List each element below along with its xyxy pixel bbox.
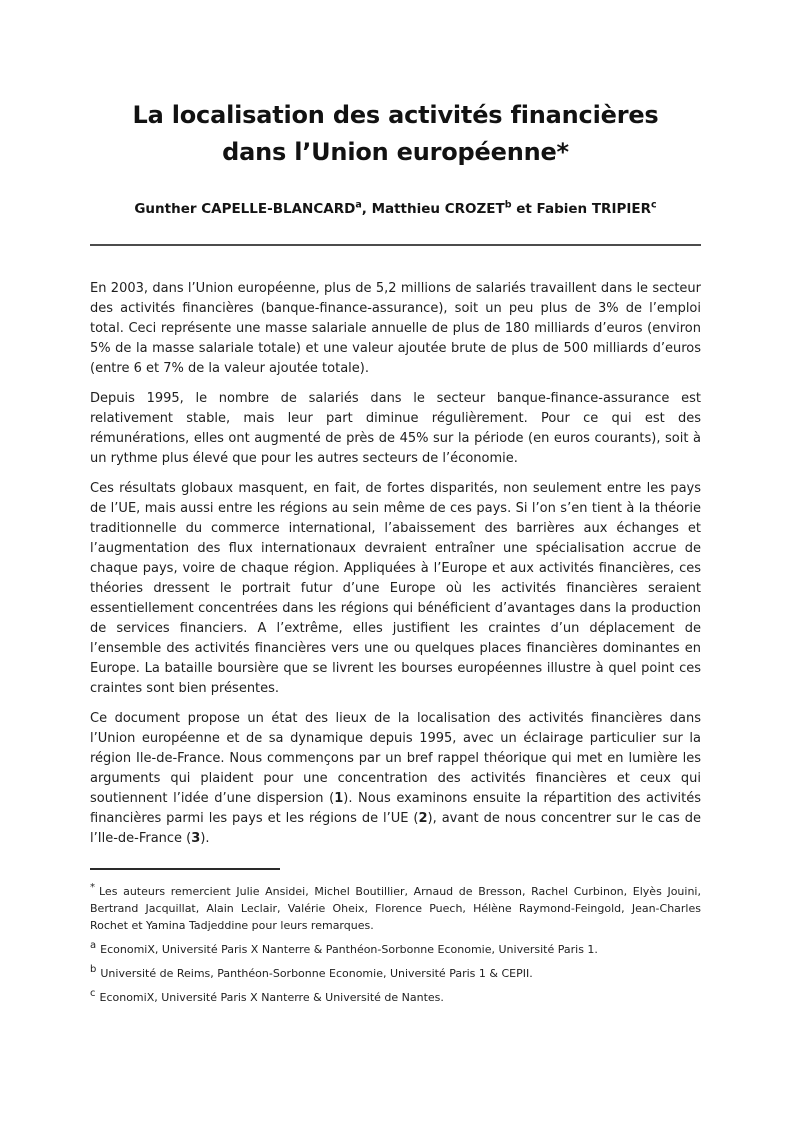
footnote-marker-asterisk: * <box>90 882 95 894</box>
footnote-affiliation-a-text: EconomiX, Université Paris X Nanterre & Panthéon-Sorbonne Economie, Université Paris 1. <box>100 943 598 956</box>
footnotes-section <box>90 883 701 1006</box>
section-ref-2: 2 <box>418 811 428 826</box>
p4-text-2: ). Nous examinons ensuite la répartition des activités financières parmi les pays et les régions de l’UE ( <box>90 791 701 826</box>
footnote-marker-b: b <box>90 964 97 976</box>
footnote-acknowledgements <box>90 883 701 934</box>
author-3-affiliation-marker: c <box>651 199 657 211</box>
section-ref-1: 1 <box>334 791 344 806</box>
paragraph-2: Depuis 1995, le nombre de salariés dans le secteur banque-finance-assurance est relativement stable, mais leur part diminue régulièrement. Pour ce qui est des rémunérations, elles ont augmenté de près de 45% sur la période (en euros courants), soit à un rythme plus élevé que pour les autres secteurs de l’économie. <box>90 391 701 466</box>
page-title <box>90 97 701 171</box>
authors-line <box>90 201 701 217</box>
p4-text-4: ). <box>200 831 210 846</box>
footnote-separator-rule <box>90 868 280 870</box>
page-title-line-2 <box>90 134 701 171</box>
footnote-affiliation-b <box>90 965 701 982</box>
title-separator-rule <box>90 244 701 246</box>
footnote-affiliation-b-text: Université de Reims, Panthéon-Sorbonne Economie, Université Paris 1 & CEPII. <box>100 967 533 980</box>
author-1-name: Gunther CAPELLE-BLANCARD <box>134 201 356 217</box>
author-2-affiliation-marker: b <box>504 199 512 211</box>
paragraph-3: Ces résultats globaux masquent, en fait, de fortes disparités, non seulement entre les pays de l’UE, mais aussi entre les régions au sein même de ces pays. Si l’on s’en tient à la théorie traditionnelle du commerce international, l’abaissement des barrières aux échanges et l’augmentation des flux internationaux devraient entraîner une spécialisation accrue de chaque pays, voire de chaque région. Appliquées à l’Europe et aux activités financières, ces théories dressent le portrait futur d’une Europe où les activités financières seraient essentiellement concentrées dans les régions qui bénéficient d’avantages dans la production de services financiers. A l’extrême, elles justifient les craintes d’un déplacement de l’ensemble des activités financières vers une ou quelques places financières dominantes en Europe. La bataille boursière que se livrent les bourses européennes illustre à quel point ces craintes sont bien présentes. <box>90 481 701 696</box>
footnote-affiliation-c <box>90 989 701 1006</box>
paragraph-1: En 2003, dans l’Union européenne, plus de 5,2 millions de salariés travaillent dans le secteur des activités financières (banque-finance-assurance), soit un peu plus de 3% de l’emploi total. Ceci représente une masse salariale annuelle de plus de 180 milliards d’euros (environ 5% de la masse salariale totale) et une valeur ajoutée brute de plus de 500 milliards d’euros (entre 6 et 7% de la valeur ajoutée totale). <box>90 281 701 376</box>
document-page <box>0 97 791 1121</box>
author-2-name: , Matthieu CROZET <box>361 201 505 217</box>
footnote-marker-c: c <box>90 988 96 1000</box>
page-title-line-2-text: dans l’Union européenne <box>222 138 557 166</box>
author-3-name: et Fabien TRIPIER <box>511 201 652 217</box>
paragraph-4 <box>90 709 701 849</box>
p4-text-1: Ce document propose un état des lieux de la localisation des activités financières dans l’Union européenne et de sa dynamique depuis 1995, avec un éclairage particulier sur la région Ile-de-France. Nous commençons par un bref rappel théorique qui met en lumière les arguments qui plaident pour une concentration des activités financières et ceux qui soutiennent l’idée d’une dispersion ( <box>90 711 701 806</box>
section-ref-3: 3 <box>191 831 201 846</box>
author-1-affiliation-marker: a <box>355 199 362 211</box>
footnote-acknowledgements-text: Les auteurs remercient Julie Ansidei, Michel Boutillier, Arnaud de Bresson, Rachel Curbinon, Elyès Jouini, Bertrand Jacquillat, Alain Leclair, Valérie Oheix, Florence Puech, Hélène Raymond-Feingold, Jean-Charles Rochet et Yamina Tadjeddine pour leurs remarques. <box>90 885 701 932</box>
footnote-affiliation-c-text: EconomiX, Université Paris X Nanterre & Université de Nantes. <box>99 991 444 1004</box>
footnote-affiliation-a <box>90 941 701 958</box>
title-footnote-asterisk: * <box>556 138 569 166</box>
footnote-marker-a: a <box>90 940 97 952</box>
abstract-body <box>90 279 701 849</box>
page-title-line-1: La localisation des activités financières <box>132 101 659 129</box>
p4-text-3: ), avant de nous concentrer sur le cas de l’Ile-de-France ( <box>90 811 701 846</box>
